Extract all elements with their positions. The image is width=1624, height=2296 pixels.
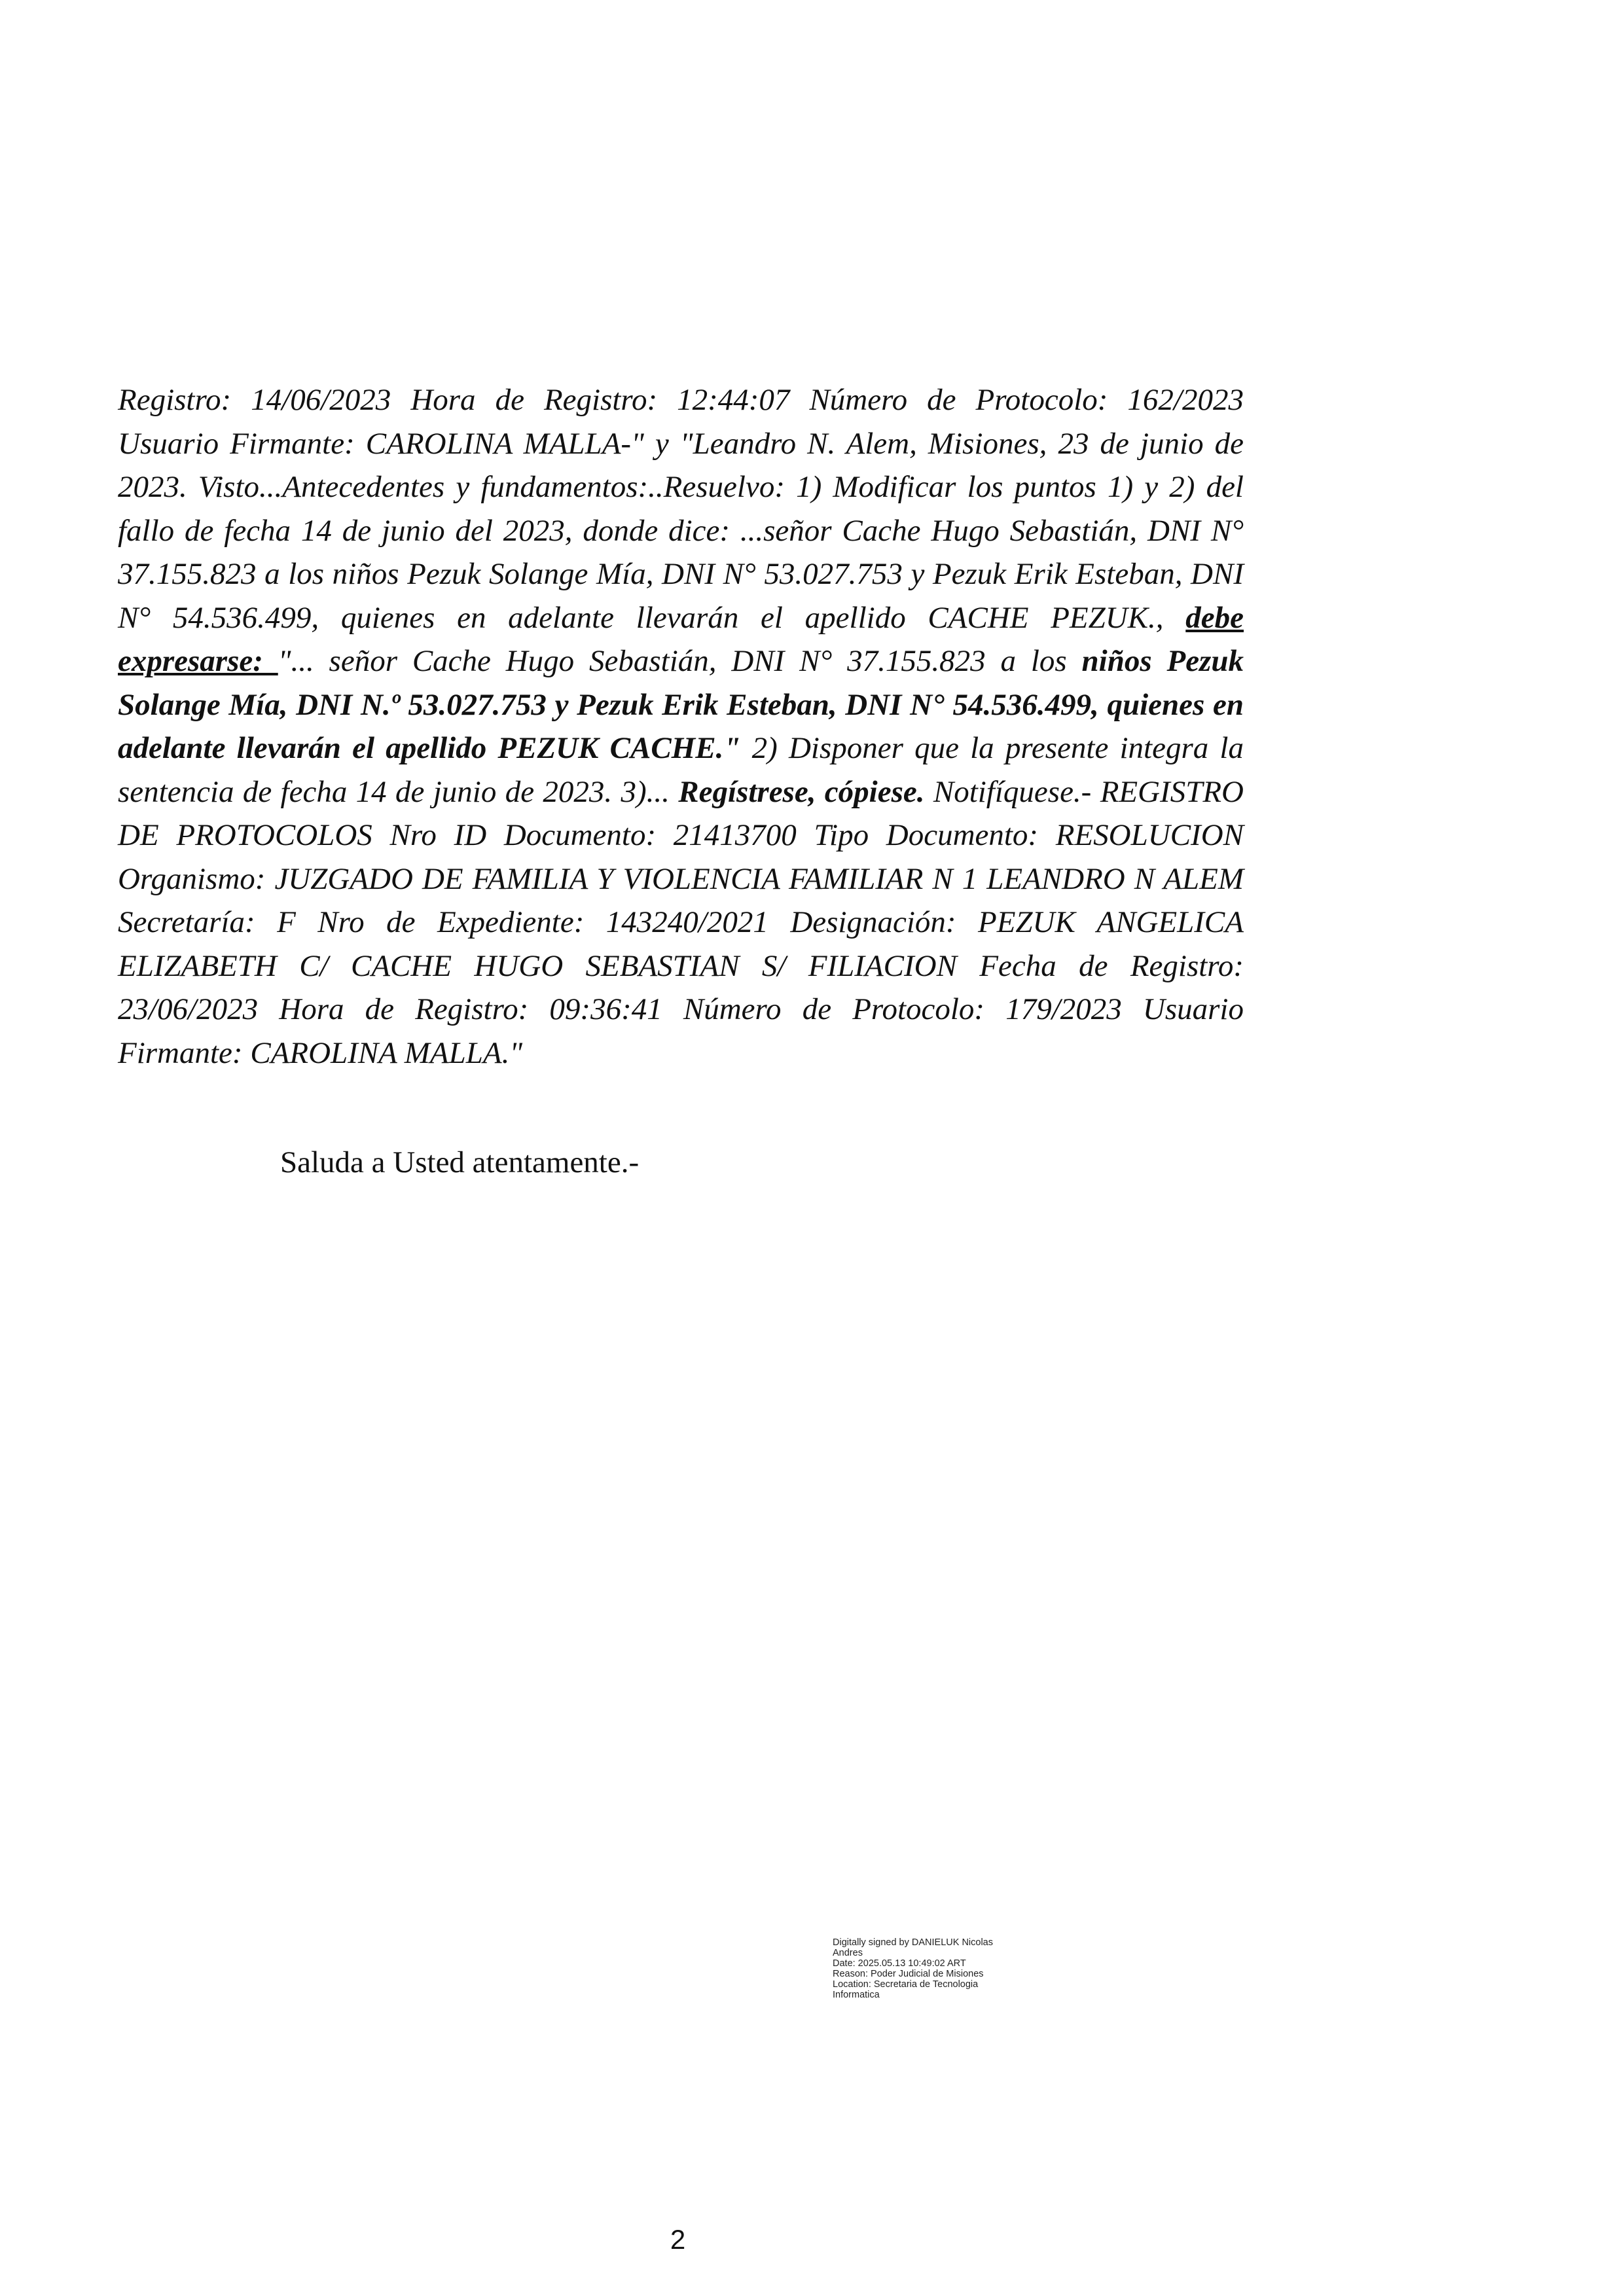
closing-salutation: Saluda a Usted atentamente.-	[280, 1145, 640, 1179]
body-text-underlined: debe expresarse:	[118, 600, 1244, 678]
body-text-bold-2: Regístrese, cópiese.	[678, 774, 925, 809]
digital-signature-block	[833, 1937, 1055, 2000]
signature-line: Digitally signed by DANIELUK Nicolas	[833, 1937, 993, 1948]
body-text-segment-4: Notifíquese.- REGISTRO DE PROTOCOLOS Nro ID Documento: 21413700 Tipo Documento: RESOLUCION Organismo: JUZGADO DE FAMILIA Y VIOLENCIA FAMILIAR N 1 LEANDRO N ALEM Secretaría: F Nro de Expediente: 143240/2021 Designación: PEZUK ANGELICA ELIZABETH C/ CACHE HUGO SEBASTIAN S/ FILIACION Fecha de Registro: 23/06/2023 Hora de Registro: 09:36:41 Número de Protocolo: 179/2023 Usuario Firmante: CAROLINA MALLA."	[118, 774, 1244, 1070]
body-text-segment-1: Registro: 14/06/2023 Hora de Registro: 12:44:07 Número de Protocolo: 162/2023 Usuario Firmante: CAROLINA MALLA-" y "Leandro N. Alem, Misiones, 23 de junio de 2023. Visto...Antecedentes y fundamentos:..Resuelvo: 1) Modificar los puntos 1) y 2) del fallo de fecha 14 de junio del 2023, donde dice: ...señor Cache Hugo Sebastián, DNI N° 37.155.823 a los niños Pezuk Solange Mía, DNI N° 53.027.753 y Pezuk Erik Esteban, DNI N° 54.536.499, quienes en adelante llevarán el apellido CACHE PEZUK.,	[118, 383, 1244, 635]
signature-line: Date: 2025.05.13 10:49:02 ART	[833, 1958, 966, 1969]
page-number: 2	[670, 2224, 686, 2255]
signature-line: Andres	[833, 1948, 863, 1958]
body-text-bold-1: niños Pezuk Solange Mía, DNI N.º 53.027.753 y Pezuk Erik Esteban, DNI N° 54.536.499, quienes en adelante llevarán el apellido PEZUK CACHE."	[118, 644, 1244, 765]
body-text-segment-2: "... señor Cache Hugo Sebastián, DNI N° 37.155.823 a los	[278, 644, 1067, 678]
body-paragraph	[118, 378, 1244, 1075]
signature-line: Informatica	[833, 1990, 880, 2000]
body-text-segment-3: 2) Disponer que la presente integra la sentencia de fecha 14 de junio de 2023. 3)...	[118, 731, 1244, 809]
signature-line: Location: Secretaria de Tecnologia	[833, 1979, 979, 1990]
signature-line: Reason: Poder Judicial de Misiones	[833, 1969, 984, 1979]
